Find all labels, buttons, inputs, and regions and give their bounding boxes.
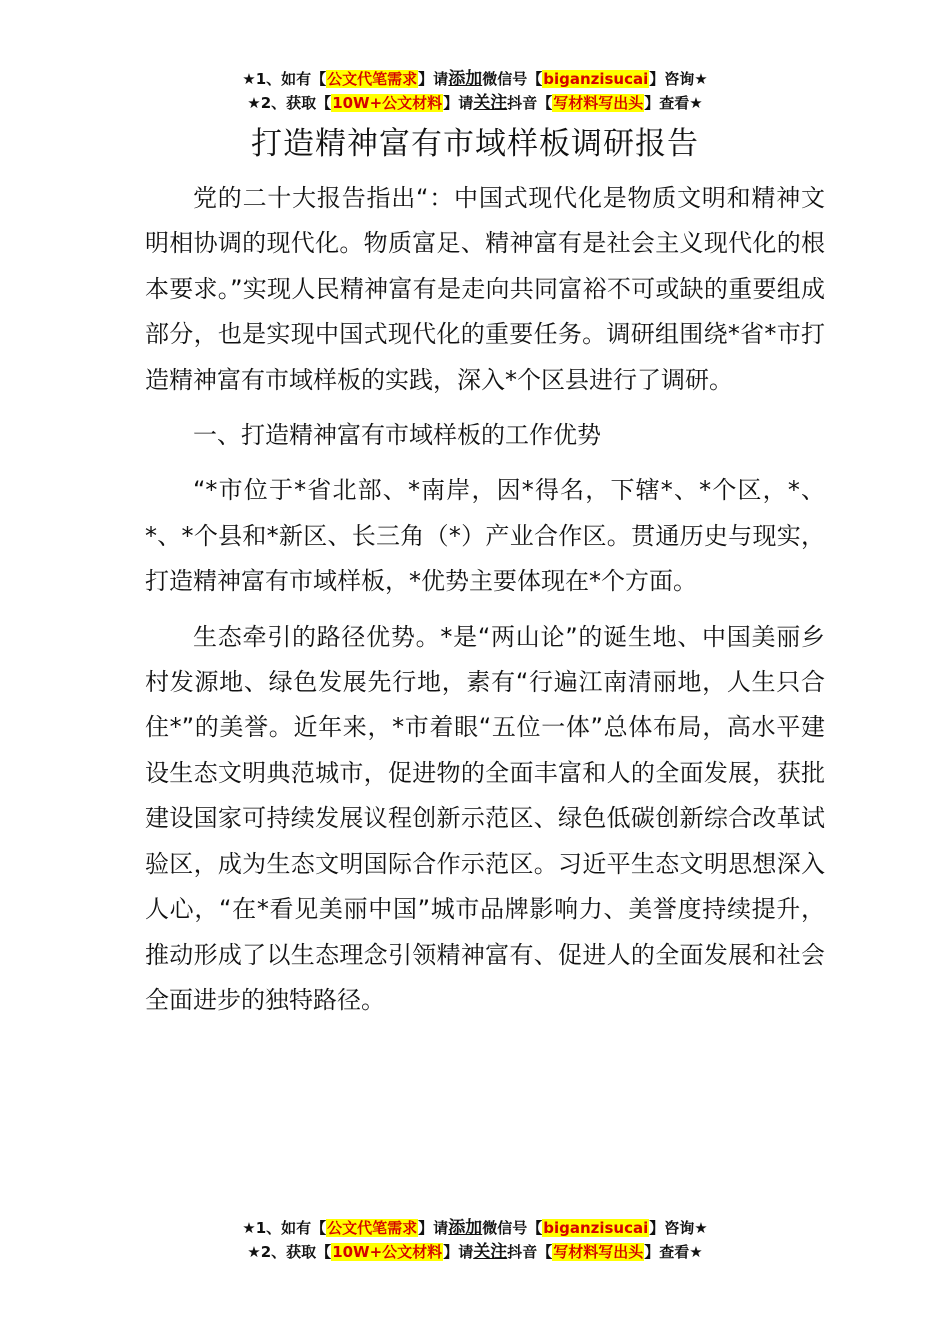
promo-emphasis: 关注 [473, 1242, 508, 1262]
promo-text: 微信号【 [482, 1219, 543, 1237]
promo-line-2 [0, 91, 950, 115]
footer-promo-banner [0, 1216, 950, 1264]
promo-highlight-materials: 10W+公文材料 [332, 1243, 443, 1261]
document-title: 打造精神富有市域样板调研报告 [251, 126, 699, 162]
promo-line-1 [0, 1216, 950, 1240]
promo-text: ★2、获取【 [247, 94, 332, 112]
promo-highlight-douyin: 写材料写出头 [553, 94, 644, 112]
promo-text: 】请 [418, 1219, 449, 1237]
paragraph-city-overview: “*市位于*省北部、*南岸，因*得名，下辖*、*个区，*、*、*个县和*新区、长三角（*）产业合作区。贯通历史与现实，打造精神富有市域样板，*优势主要体现在*个方面。 [145, 476, 825, 596]
section-heading-1: 一、打造精神富有市域样板的工作优势 [193, 421, 601, 450]
promo-highlight-douyin: 写材料写出头 [553, 1243, 644, 1261]
promo-text: 】请 [418, 70, 449, 88]
promo-text: 抖音【 [507, 94, 553, 112]
promo-line-1 [0, 67, 950, 91]
promo-text: 】请 [443, 94, 474, 112]
promo-line-2 [0, 1240, 950, 1264]
promo-emphasis: 关注 [473, 93, 508, 113]
promo-emphasis: 添加 [448, 1218, 483, 1238]
paragraph-ecology-advantage: 生态牵引的路径优势。*是“两山论”的诞生地、中国美丽乡村发源地、绿色发展先行地，素有“行遍江南清丽地，人生只合住*”的美誉。近年来，*市着眼“五位一体”总体布局，高水平建设生态文明典范城市，促进物的全面丰富和人的全面发展，获批建设国家可持续发展议程创新示范区、绿色低碳创新综合改革试验区，成为生态文明国际合作示范区。习近平生态文明思想深入人心，“在*看见美丽中国”城市品牌影响力、美誉度持续提升，推动形成了以生态理念引领精神富有、促进人的全面发展和社会全面进步的独特路径。 [145, 622, 825, 1014]
promo-text: 】查看★ [644, 94, 703, 112]
promo-highlight-materials: 10W+公文材料 [332, 94, 443, 112]
promo-text: ★1、如有【 [242, 70, 327, 88]
promo-text: 】请 [443, 1243, 474, 1261]
document-body [145, 176, 825, 1033]
promo-text: 微信号【 [482, 70, 543, 88]
promo-text: ★1、如有【 [242, 1219, 327, 1237]
header-promo-banner [0, 67, 950, 115]
promo-text: 】查看★ [644, 1243, 703, 1261]
promo-highlight-wechat-id: biganzisucai [543, 70, 649, 88]
promo-highlight-service: 公文代笔需求 [327, 1219, 418, 1237]
promo-text: 抖音【 [507, 1243, 553, 1261]
promo-text: ★2、获取【 [247, 1243, 332, 1261]
paragraph-intro: 党的二十大报告指出“：中国式现代化是物质文明和精神文明相协调的现代化。物质富足、精神富有是社会主义现代化的根本要求。”实现人民精神富有是走向共同富裕不可或缺的重要组成部分，也是实现中国式现代化的重要任务。调研组围绕*省*市打造精神富有市域样板的实践，深入*个区县进行了调研。 [145, 184, 825, 394]
promo-text: 】咨询★ [649, 1219, 708, 1237]
promo-emphasis: 添加 [448, 69, 483, 89]
promo-text: 】咨询★ [649, 70, 708, 88]
promo-highlight-service: 公文代笔需求 [327, 70, 418, 88]
promo-highlight-wechat-id: biganzisucai [543, 1219, 649, 1237]
